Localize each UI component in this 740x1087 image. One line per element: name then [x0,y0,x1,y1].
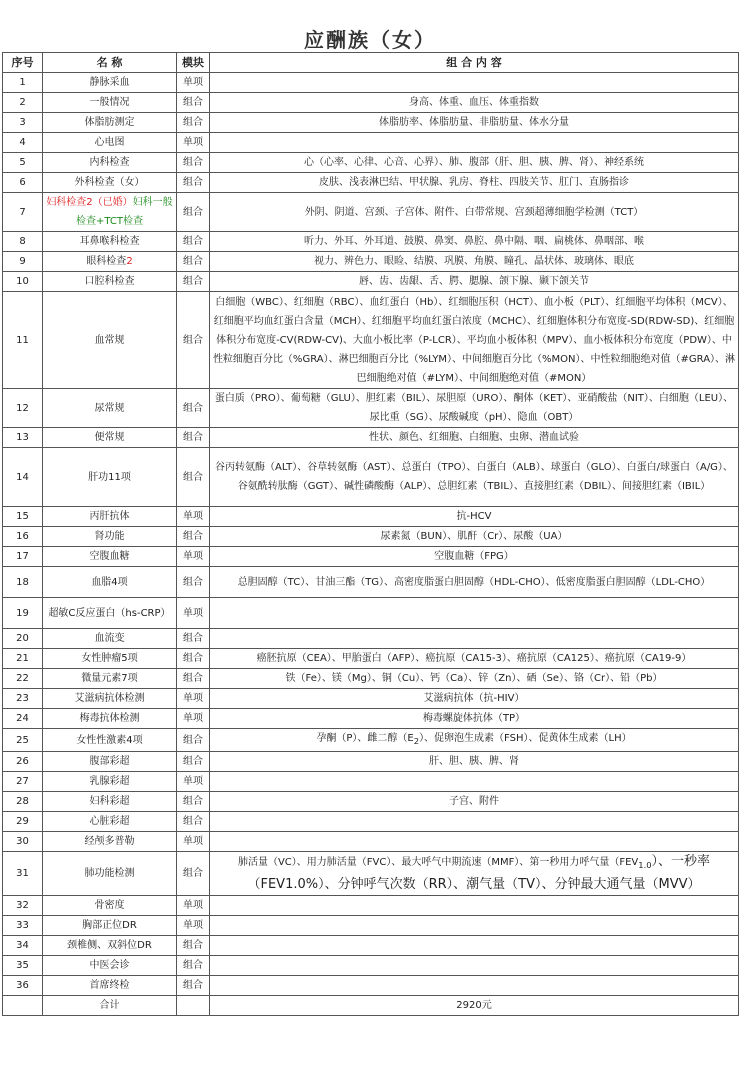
row-type: 组合 [177,669,210,689]
row-type: 单项 [177,916,210,936]
header-content: 组 合 内 容 [210,53,739,73]
row-no: 1 [3,73,43,93]
row-name: 肝功11项 [43,448,177,507]
row-no: 13 [3,428,43,448]
row-content [210,956,739,976]
row-type: 组合 [177,792,210,812]
row-name [43,193,177,232]
row-no: 30 [3,832,43,852]
row-name [43,252,177,272]
row-content: 身高、体重、血压、体重指数 [210,93,739,113]
row-name: 血流变 [43,629,177,649]
row-name: 胸部正位DR [43,916,177,936]
row-no: 15 [3,507,43,527]
table-row [3,896,739,916]
row-no: 31 [3,852,43,896]
row-no: 20 [3,629,43,649]
row-content: 尿素氮（BUN）、肌酐（Cr）、尿酸（UA） [210,527,739,547]
row-no: 35 [3,956,43,976]
row-no: 34 [3,936,43,956]
row-content: 梅毒螺旋体抗体（TP） [210,709,739,729]
row-name: 颈椎侧、双斜位DR [43,936,177,956]
row-content [210,832,739,852]
table-row [3,689,739,709]
table-row [3,832,739,852]
row-content [210,916,739,936]
total-type-blank [177,996,210,1016]
table-row [3,232,739,252]
row-content [210,896,739,916]
row-no: 7 [3,193,43,232]
table-row [3,916,739,936]
row-content: 肝、胆、胰、脾、肾 [210,752,739,772]
row-content-part-b: ）、一秒率（FEV1.0%）、分钟呼气次数（RR）、潮气量（TV）、分钟最大通气量（MVV） [247,854,711,892]
row-type: 组合 [177,448,210,507]
row-type: 单项 [177,547,210,567]
row-no: 33 [3,916,43,936]
row-type: 组合 [177,567,210,598]
table-row [3,389,739,428]
row-type: 单项 [177,507,210,527]
package-table [2,52,739,1016]
table-row [3,812,739,832]
table-row [3,649,739,669]
table-row [3,272,739,292]
table-row [3,547,739,567]
row-content: 性状、颜色、红细胞、白细胞、虫卵、潜血试验 [210,428,739,448]
row-content: 外阴、阴道、宫颈、子宫体、附件、白带常规、宫颈超薄细胞学检测（TCT） [210,193,739,232]
row-type: 组合 [177,93,210,113]
table-row [3,527,739,547]
row-no: 32 [3,896,43,916]
table-row [3,752,739,772]
row-no: 21 [3,649,43,669]
row-name: 血脂4项 [43,567,177,598]
row-no: 10 [3,272,43,292]
row-name: 艾滋病抗体检测 [43,689,177,709]
row-content: 蛋白质（PRO）、葡萄糖（GLU）、胆红素（BIL）、尿胆原（URO）、酮体（KET）、亚硝酸盐（NIT）、白细胞（LEU）、尿比重（SG）、尿酸碱度（pH）、隐血（OBT） [210,389,739,428]
row-name: 静脉采血 [43,73,177,93]
table-row [3,292,739,389]
table-row [3,507,739,527]
row-type: 组合 [177,976,210,996]
table-row [3,709,739,729]
row-content: 体脂肪率、体脂肪量、非脂肪量、体水分量 [210,113,739,133]
row-name-part-b: 2 [126,256,133,267]
row-name: 女性肿瘤5项 [43,649,177,669]
row-name: 体脂肪测定 [43,113,177,133]
row-no: 9 [3,252,43,272]
row-content [210,976,739,996]
row-content [210,73,739,93]
row-type: 单项 [177,598,210,629]
row-content: 心（心率、心律、心音、心界）、肺、腹部（肝、胆、胰、脾、肾）、神经系统 [210,153,739,173]
row-type: 单项 [177,832,210,852]
row-content [210,629,739,649]
table-row [3,792,739,812]
total-label: 合计 [43,996,177,1016]
row-content: 总胆固醇（TC）、甘油三酯（TG）、高密度脂蛋白胆固醇（HDL-CHO）、低密度脂蛋白胆固醇（LDL-CHO） [210,567,739,598]
row-type: 组合 [177,232,210,252]
row-content: 抗-HCV [210,507,739,527]
table-row [3,428,739,448]
row-content: 艾滋病抗体（抗-HIV） [210,689,739,709]
row-type: 组合 [177,113,210,133]
table-header-row [3,53,739,73]
row-content [210,852,739,896]
row-content-part-b: ）、促卵泡生成素（FSH）、促黄体生成素（LH） [419,733,632,744]
row-name: 外科检查（女） [43,173,177,193]
total-row [3,996,739,1016]
row-no: 5 [3,153,43,173]
row-no: 4 [3,133,43,153]
header-name: 名 称 [43,53,177,73]
row-no: 8 [3,232,43,252]
total-value: 2920元 [210,996,739,1016]
row-type: 组合 [177,252,210,272]
row-name: 内科检查 [43,153,177,173]
row-type: 组合 [177,852,210,896]
row-content-subscript: 2 [413,736,420,746]
row-no: 24 [3,709,43,729]
row-name: 中医会诊 [43,956,177,976]
page-title: 应酬族（女） [304,28,436,52]
row-name: 肾功能 [43,527,177,547]
row-no: 25 [3,729,43,752]
row-content: 皮肤、浅表淋巴结、甲状腺、乳房、脊柱、四肢关节、肛门、直肠指诊 [210,173,739,193]
row-no: 14 [3,448,43,507]
row-content-part-a: 肺活量（VC）、用力肺活量（FVC）、最大呼气中期流速（MMF）、第一秒用力呼气量（FEV [237,857,639,868]
row-name: 口腔科检查 [43,272,177,292]
table-row [3,976,739,996]
row-type: 组合 [177,729,210,752]
row-name-part-b: 妇科一般检查+TCT检查 [76,197,173,227]
table-row [3,629,739,649]
row-no: 19 [3,598,43,629]
row-name: 骨密度 [43,896,177,916]
row-no: 29 [3,812,43,832]
row-name: 超敏C反应蛋白（hs-CRP） [43,598,177,629]
row-name: 血常规 [43,292,177,389]
row-type: 组合 [177,649,210,669]
row-type: 组合 [177,389,210,428]
row-no: 2 [3,93,43,113]
table-row [3,956,739,976]
row-name: 梅毒抗体检测 [43,709,177,729]
row-type: 组合 [177,936,210,956]
row-type: 组合 [177,173,210,193]
row-no: 23 [3,689,43,709]
row-type: 单项 [177,896,210,916]
row-type: 组合 [177,153,210,173]
row-no: 6 [3,173,43,193]
row-type: 组合 [177,629,210,649]
table-row [3,729,739,752]
row-content: 白细胞（WBC）、红细胞（RBC）、血红蛋白（Hb）、红细胞压积（HCT）、血小板（PLT）、红细胞平均体积（MCV）、红细胞平均血红蛋白含量（MCH）、红细胞平均血红蛋白浓度（MCHC）、红细胞体积分布宽度-SD(RDW-SD)、红细胞体积分布宽度-CV(RDW-CV)、大血小板比率（P-LCR）、平均血小板体积（MPV）、血小板体积分布宽度（PDW）、中性粒细胞百分比（%GRA）、淋巴细胞百分比（%LYM）、中间细胞百分比（%MON）、中性粒细胞绝对值（#GRA）、淋巴细胞绝对值（#LYM）、中间细胞绝对值（#MON） [210,292,739,389]
row-type: 组合 [177,812,210,832]
row-type: 组合 [177,292,210,389]
row-name: 心脏彩超 [43,812,177,832]
row-content [210,729,739,752]
row-content [210,598,739,629]
row-content: 谷丙转氨酶（ALT）、谷草转氨酶（AST）、总蛋白（TPO）、白蛋白（ALB）、球蛋白（GLO）、白蛋白/球蛋白（A/G）、谷氨酰转肽酶（GGT）、碱性磷酸酶（ALP）、总胆红素（TBIL）、直接胆红素（DBIL）、间接胆红素（IBIL） [210,448,739,507]
row-content: 子宫、附件 [210,792,739,812]
row-name-part-a: 眼科检查 [86,256,127,267]
table-row [3,936,739,956]
row-name: 空腹血糖 [43,547,177,567]
row-type: 组合 [177,193,210,232]
table-row [3,173,739,193]
row-type: 组合 [177,428,210,448]
row-no: 28 [3,792,43,812]
header-no: 序号 [3,53,43,73]
row-name: 便常规 [43,428,177,448]
row-no: 22 [3,669,43,689]
table-row [3,852,739,896]
row-content [210,936,739,956]
table-row [3,153,739,173]
table-row [3,252,739,272]
table-row [3,448,739,507]
row-content [210,772,739,792]
row-type: 单项 [177,689,210,709]
row-type: 组合 [177,956,210,976]
row-name: 尿常规 [43,389,177,428]
row-no: 3 [3,113,43,133]
row-name-part-a: 妇科检查2（已婚） [46,197,133,208]
row-content: 癌胚抗原（CEA）、甲胎蛋白（AFP）、癌抗原（CA15-3）、癌抗原（CA125）、癌抗原（CA19-9） [210,649,739,669]
row-name: 腹部彩超 [43,752,177,772]
row-content: 视力、辨色力、眼睑、结膜、巩膜、角膜、瞳孔、晶状体、玻璃体、眼底 [210,252,739,272]
row-content: 铁（Fe）、镁（Mg）、铜（Cu）、钙（Ca）、锌（Zn）、硒（Se）、铬（Cr）、铅（Pb） [210,669,739,689]
row-name: 心电图 [43,133,177,153]
table-row [3,113,739,133]
table-row [3,772,739,792]
row-name: 首席终检 [43,976,177,996]
table-row [3,73,739,93]
row-content: 唇、齿、齿龈、舌、腭、腮腺、颌下腺、颞下颌关节 [210,272,739,292]
row-name: 微量元素7项 [43,669,177,689]
row-name: 乳腺彩超 [43,772,177,792]
header-type: 模块 [177,53,210,73]
table-row [3,598,739,629]
row-no: 16 [3,527,43,547]
row-type: 单项 [177,709,210,729]
row-no: 18 [3,567,43,598]
table-row [3,93,739,113]
row-no: 36 [3,976,43,996]
row-content: 空腹血糖（FPG） [210,547,739,567]
table-row [3,669,739,689]
row-content-part-a: 孕酮（P）、雌二醇（E [316,733,414,744]
row-content [210,812,739,832]
row-content: 听力、外耳、外耳道、鼓膜、鼻窦、鼻腔、鼻中隔、咽、扁桃体、鼻咽部、喉 [210,232,739,252]
row-name: 一般情况 [43,93,177,113]
row-no: 12 [3,389,43,428]
row-name: 女性性激素4项 [43,729,177,752]
row-content-subscript: 1.0 [638,860,652,870]
table-row [3,567,739,598]
row-name: 妇科彩超 [43,792,177,812]
row-type: 组合 [177,752,210,772]
table-row [3,133,739,153]
total-blank [3,996,43,1016]
row-name: 肺功能检测 [43,852,177,896]
row-content [210,133,739,153]
row-no: 11 [3,292,43,389]
row-type: 单项 [177,133,210,153]
row-name: 丙肝抗体 [43,507,177,527]
row-type: 单项 [177,772,210,792]
table-row [3,193,739,232]
row-no: 26 [3,752,43,772]
row-name: 耳鼻喉科检查 [43,232,177,252]
row-type: 单项 [177,73,210,93]
row-no: 17 [3,547,43,567]
row-type: 组合 [177,527,210,547]
row-name: 经颅多普勒 [43,832,177,852]
row-type: 组合 [177,272,210,292]
row-no: 27 [3,772,43,792]
